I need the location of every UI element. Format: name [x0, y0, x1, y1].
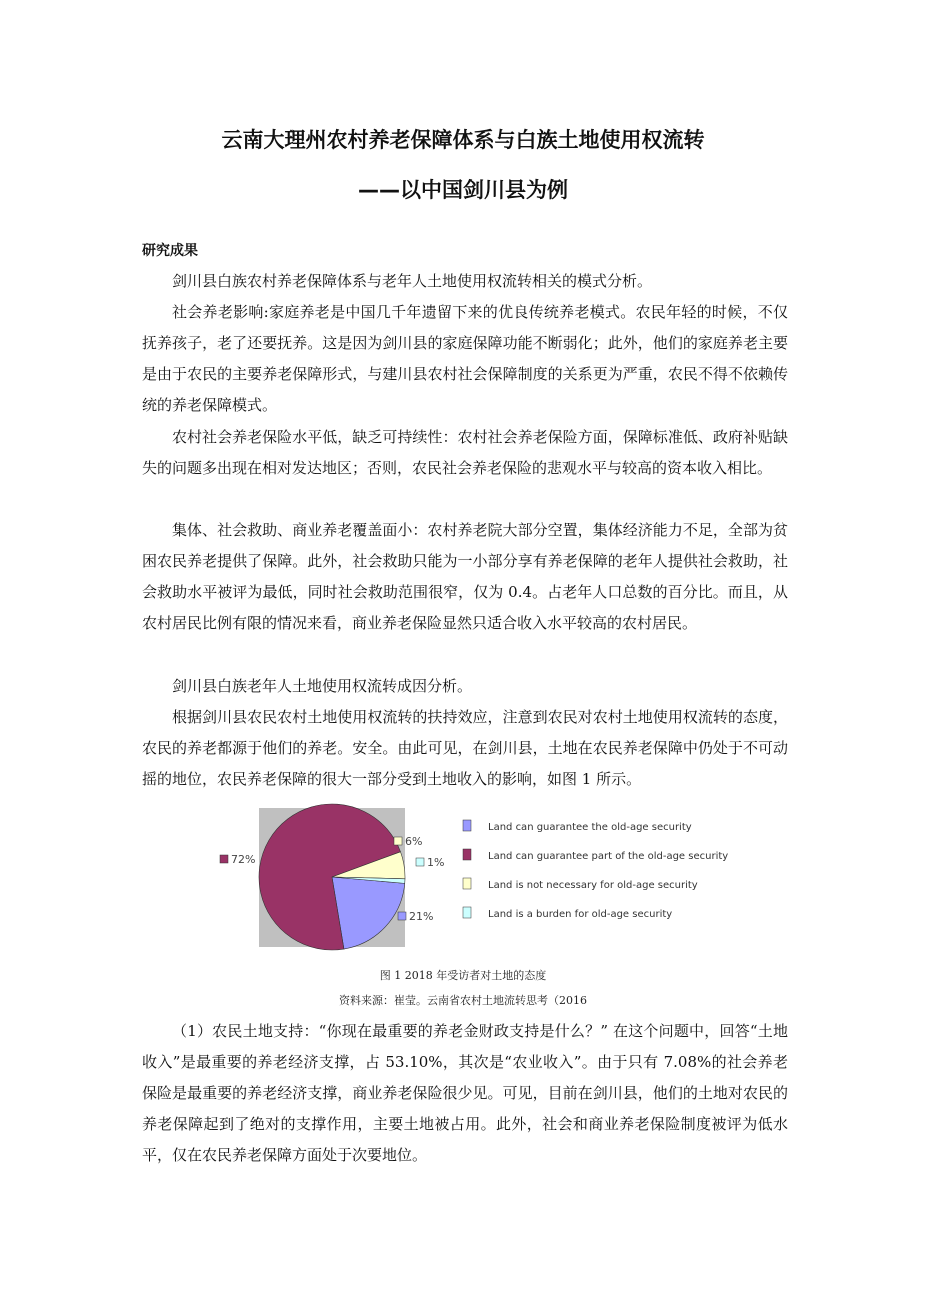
- legend-label: Land can guarantee part of the old-age security: [488, 851, 729, 862]
- value-label: 72%: [231, 853, 256, 866]
- value-label: 21%: [409, 910, 434, 923]
- legend-label: Land can guarantee the old-age security: [488, 822, 692, 833]
- legend-label: Land is not necessary for old-age security: [488, 880, 698, 891]
- legend-swatch: [463, 820, 471, 831]
- legend-swatch: [463, 907, 471, 918]
- value-label-swatch: [394, 837, 402, 845]
- paragraph-1: 剑川县白族农村养老保障体系与老年人土地使用权流转相关的模式分析。: [172, 272, 653, 290]
- value-label-swatch: [398, 912, 406, 920]
- pie-chart: [215, 808, 729, 948]
- paragraph-4: 集体、社会救助、商业养老覆盖面小：农村养老院大部分空置，集体经济能力不足，全部为贫困农民养老提供了保障。此外，社会救助只能为一小部分享有养老保障的老年人提供社会救助，社会救助水平被评为最低，同时社会救助范围很窄，仅为 0.4。占老年人口总数的百分比。而且，从农村居民比例有限的情况来看，商业养老保险显然只适合收入水平较高的农村居民。: [142, 521, 788, 632]
- legend-swatch: [463, 878, 471, 889]
- figure-caption: 图 1 2018 年受访者对土地的态度: [379, 969, 547, 982]
- legend-swatch: [463, 849, 471, 860]
- paragraph-5: 剑川县白族老年人土地使用权流转成因分析。: [172, 677, 473, 695]
- paragraph-3: 农村社会养老保险水平低，缺乏可持续性：农村社会养老保险方面，保障标准低、政府补贴缺失的问题多出现在相对发达地区；否则，农民社会养老保险的悲观水平与较高的资本收入相比。: [142, 428, 788, 477]
- value-label-swatch: [220, 855, 228, 863]
- legend-label: Land is a burden for old-age security: [488, 909, 673, 920]
- paragraph-7: （1）农民土地支持：“你现在最重要的养老金财政支持是什么？” 在这个问题中，回答“土地收入”是最重要的养老经济支撑，占 53.10%，其次是“农业收入”。由于只有 7.08%的社会养老保险是最重要的养老经济支撑，商业养老保险很少见。可见，目前在剑川县，他们的土地对农民的养老保障起到了绝对的支撑作用，主要土地被占用。此外，社会和商业养老保险制度被评为低水平，仅在农民养老保障方面处于次要地位。: [142, 1022, 788, 1164]
- section-heading: 研究成果: [142, 243, 198, 259]
- value-label: 1%: [427, 856, 445, 869]
- value-label: 6%: [405, 835, 423, 848]
- paragraph-2: 社会养老影响:家庭养老是中国几千年遗留下来的优良传统养老模式。农民年轻的时候，不仅抚养孩子，老了还要抚养。这是因为剑川县的家庭保障功能不断弱化；此外，他们的家庭养老主要是由于农民的主要养老保障形式，与建川县农村社会保障制度的关系更为严重，农民不得不依赖传统的养老保障模式。: [142, 303, 788, 414]
- figure-source: 资料来源：崔莹。云南省农村土地流转思考（2016: [339, 994, 587, 1007]
- value-label-swatch: [416, 858, 424, 866]
- paragraph-6: 根据剑川县农民农村土地使用权流转的扶持效应，注意到农民对农村土地使用权流转的态度，农民的养老都源于他们的养老。安全。由此可见，在剑川县，土地在农民养老保障中仍处于不可动摇的地位，农民养老保障的很大一部分受到土地收入的影响，如图 1 所示。: [142, 708, 788, 788]
- page-subtitle: ——以中国剑川县为例: [358, 178, 568, 202]
- page-title: 云南大理州农村养老保障体系与白族土地使用权流转: [221, 128, 705, 152]
